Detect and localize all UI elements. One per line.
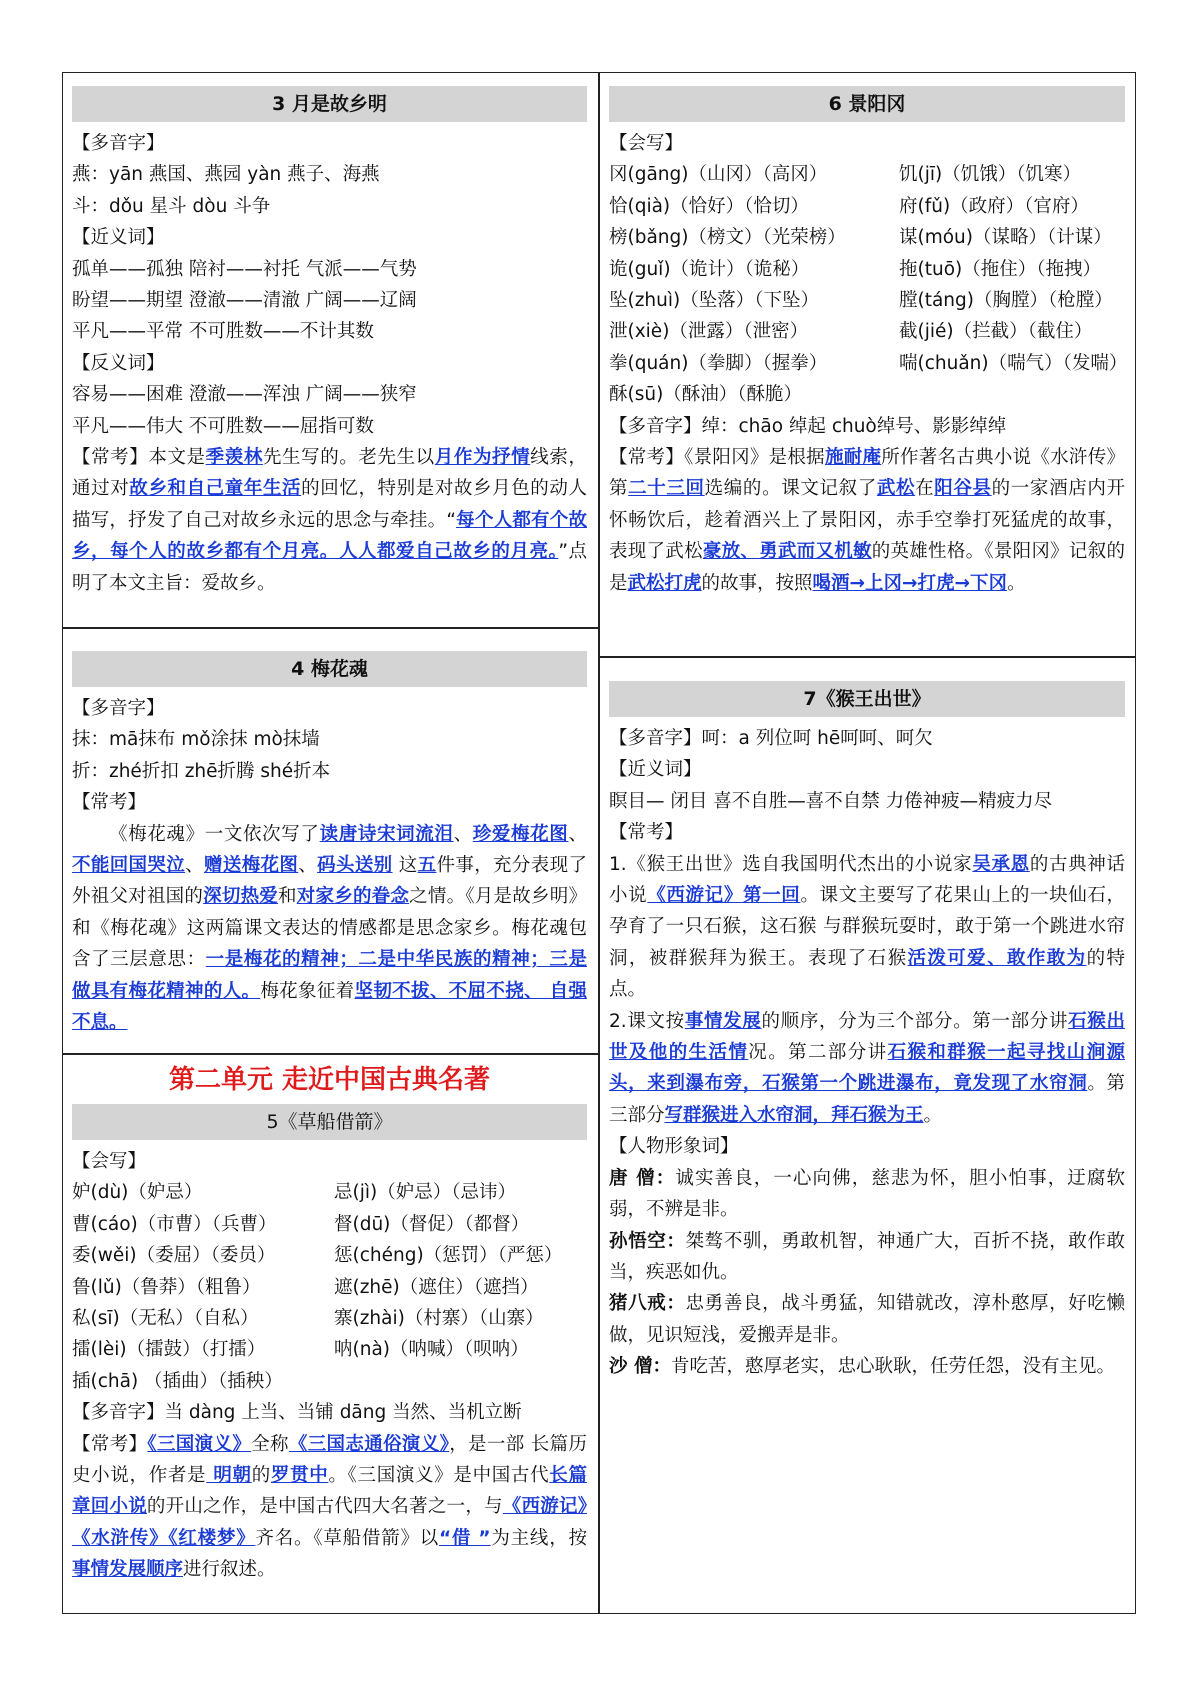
lesson-4-lines (72, 693, 587, 819)
key-point: 深切热爱 (203, 886, 279, 908)
key-point: “借 ” (439, 1527, 491, 1549)
lesson-6-duoyinzi: 【多音字】绰：chāo 绰起 chuò绰号、影影绰绰 (609, 415, 1007, 437)
column-divider (598, 72, 600, 1614)
character-name: 猪八戒： (609, 1293, 686, 1315)
huixie-item: 恰(qià)（恰好）（恰切） (609, 195, 809, 217)
key-point: 每个人都有个故乡，每个人的故乡都有个月亮。人人都爱自己故乡的月亮。 (72, 509, 587, 563)
character-entry (609, 1351, 1125, 1382)
text-segment: 【常考】《景阳冈》是根据 (609, 447, 825, 469)
huixie-item: 呐(nà)（呐喊）（呗呐） (334, 1339, 529, 1361)
huixie-item: 酥(sū)（酥油）（酥脆） (609, 384, 803, 406)
huixie-row (609, 379, 1125, 410)
huixie-item: 曹(cáo)（市曹）（兵曹） (72, 1213, 277, 1235)
lesson-7-characters (609, 1163, 1125, 1383)
lesson-3-line: 平凡——平常 不可胜数——不计其数 (72, 321, 374, 343)
text-segment: 齐名。《草船借箭》以 (255, 1527, 439, 1549)
huixie-row (609, 348, 1128, 379)
key-point: 《三国志通俗演义》 (288, 1433, 450, 1455)
character-traits: 桀骜不驯，勇敢机智，神通广大，百折不挠，敢作敢当，疾恶如仇。 (609, 1230, 1125, 1283)
lesson-3-changkao (72, 442, 587, 599)
text-segment: 的顺序，分为三个部分。第一部分讲 (761, 1010, 1069, 1032)
text-segment: 的 (251, 1465, 271, 1487)
lesson-3-line: 【近义词】 (72, 227, 165, 249)
character-name: 孙悟空： (609, 1230, 686, 1252)
lesson-4-line: 抹：mā抹布 mǒ涂抹 mò抹墙 (72, 729, 320, 751)
key-point: 活泼可爱、敢作敢为 (907, 947, 1087, 969)
lesson-5-title: 5《草船借箭》 (72, 1104, 587, 1140)
divider-left-2 (62, 1053, 599, 1055)
key-point: 石猴和群猴一起寻找山涧源头，来到瀑布旁，石猴第一个跳进瀑布，竟发现了水帘洞 (609, 1042, 1125, 1095)
text-segment: 为主线，按 (490, 1527, 587, 1549)
huixie-item: 忌(jì)（妒忌）（忌讳） (334, 1182, 516, 1204)
text-segment: 、 (568, 823, 587, 845)
text-segment: 的回忆，特别是对故乡月色的动人描写，抒发了自己对故乡永远的思念与牵挂。“ (72, 478, 587, 531)
lesson-3-line: 平凡——伟大 不可胜数——屈指可数 (72, 415, 374, 437)
huixie-item: 榜(bǎng)（榜文）（光荣榜） (609, 227, 846, 249)
character-traits: 诚实善良，一心向佛，慈悲为怀，胆小怕事，迂腐软弱，不辨是非。 (609, 1167, 1125, 1221)
huixie-row (72, 1240, 587, 1271)
huixie-row (72, 1366, 587, 1397)
huixie-item: 擂(lèi)（擂鼓）（打擂） (72, 1339, 266, 1361)
text-segment: 、 (298, 855, 318, 877)
key-point: 故乡和自己童年生活 (129, 478, 302, 500)
lesson-7-title: 7《猴王出世》 (609, 681, 1125, 717)
text-segment: 1.《猴王出世》选自我国明代杰出的小说家 (609, 853, 973, 875)
key-point: 吴承恩 (972, 853, 1030, 875)
huixie-item: 冈(gāng)（山冈）（高冈） (609, 164, 828, 186)
text-segment: 【常考】本文是 (72, 447, 206, 469)
key-point: 季羡林 (205, 447, 263, 469)
key-point: 施耐庵 (824, 447, 882, 469)
key-point: 码头送别 (317, 855, 393, 877)
divider-right-1 (598, 656, 1136, 658)
lesson-5-duoyinzi: 【多音字】当 dàng 上当、当铺 dāng 当然、当机立断 (72, 1402, 522, 1424)
key-point: 赠送梅花图 (203, 855, 299, 877)
text-segment: 之情。《月是故乡明》和《梅花魂》这两篇课文表达的情感都是思念家乡。梅花魂包含了三层意思： (72, 886, 587, 971)
lesson-3-title: 3 月是故乡明 (72, 86, 587, 122)
character-traits: 忠勇善良，战斗勇猛，知错就改，淳朴憨厚，好吃懒做，见识短浅，爱搬弄是非。 (609, 1293, 1125, 1346)
huixie-item: 府(fǔ)（政府）（官府） (899, 195, 1089, 217)
lesson-3-line: 孤单——孤独 陪衬——衬托 气派——气势 (72, 258, 417, 280)
text-segment: 和 (278, 886, 297, 908)
huixie-row (609, 222, 1125, 253)
text-segment: 的古典神话小说 (609, 853, 1125, 907)
huixie-item: 诡(guǐ)（诡计）（诡秘） (609, 258, 810, 280)
key-point: 五 (417, 855, 437, 877)
lesson-5-huixie-rows (72, 1177, 587, 1397)
lesson-7-line: 【常考】 (609, 822, 684, 844)
lesson-7-renwu-label: 【人物形象词】 (609, 1136, 739, 1158)
text-segment: 选编的。课文记叙了 (704, 478, 877, 500)
lesson-3-line: 盼望——期望 澄澈——清澈 广阔——辽阔 (72, 290, 417, 312)
lesson-5-changkao (72, 1429, 587, 1586)
text-segment: 。 (1007, 572, 1026, 594)
key-point: 石猴出世及他的生活情 (609, 1010, 1125, 1064)
text-segment: 。《三国演义》是中国古代 (328, 1465, 550, 1487)
divider-left-1 (62, 627, 599, 629)
key-point: 《西游记》第一回 (647, 885, 801, 907)
huixie-item: 委(wěi)（委屈）（委员） (72, 1245, 276, 1267)
unit-2-title: 第二单元 走近中国古典名著 (168, 1065, 491, 1095)
text-segment: 件事，充分表现了外祖父对祖国的 (72, 855, 587, 908)
key-point: 事情发展 (684, 1010, 762, 1032)
key-point: 罗贯中 (270, 1465, 329, 1487)
huixie-row (609, 316, 1125, 347)
huixie-item: 截(jié)（拦截）（截住） (899, 321, 1093, 343)
huixie-item: 督(dū)（督促）（都督） (334, 1213, 530, 1235)
lesson-4-line: 折：zhé折扣 zhē折腾 shé折本 (72, 760, 331, 782)
text-segment: 的故事，按照 (701, 572, 813, 594)
key-point: 读唐诗宋词流泪 (319, 823, 454, 845)
huixie-item: 妒(dù)（妒忌） (72, 1182, 203, 1204)
huixie-item: 膛(táng)（胸膛）（枪膛） (899, 290, 1113, 312)
lesson-3-line: 斗：dǒu 星斗 dòu 斗争 (72, 195, 271, 217)
key-point: 二十三回 (628, 478, 705, 500)
lesson-4-section (72, 651, 587, 1038)
text-segment: 、 (185, 855, 204, 877)
key-point: 事情发展顺序 (72, 1559, 184, 1581)
lesson-5-huixie-label: 【会写】 (72, 1151, 147, 1172)
character-traits: 肯吃苦，憨厚老实，忠心耿耿，任劳任怨，没有主见。 (670, 1356, 1115, 1378)
text-segment: 全称 (251, 1433, 289, 1455)
huixie-row (72, 1272, 587, 1303)
huixie-row (72, 1209, 587, 1240)
lesson-3-line: 容易——困难 澄澈——浑浊 广阔——狭窄 (72, 384, 417, 406)
key-point: 一是梅花的精神；二是中华民族的精神；三是做具有梅花精神的人。 (72, 949, 587, 1002)
lesson-7-line: 【多音字】呵：a 列位呵 hē呵呵、呵欠 (609, 728, 933, 749)
huixie-row (609, 159, 1125, 190)
lesson-6-huixie-rows (609, 159, 1128, 410)
huixie-row (609, 191, 1125, 222)
lesson-7-changkao-2 (609, 1006, 1125, 1132)
lesson-7-line: 【近义词】 (609, 759, 702, 781)
key-point: 《三国演义》 (147, 1433, 252, 1455)
huixie-row (609, 285, 1125, 316)
lesson-4-changkao (72, 819, 587, 1039)
text-segment: 梅花象征着 (260, 980, 355, 1002)
key-point: 写群猴进入水帘洞，拜石猴为王 (664, 1104, 924, 1126)
huixie-item: 插(chā) （插曲）（插秧） (72, 1370, 283, 1392)
text-segment: 【常考】 (72, 1433, 148, 1455)
text-segment: 的英雄性格。《景阳冈》记叙的是 (609, 541, 1125, 594)
character-name: 唐 僧： (609, 1167, 676, 1189)
key-point: 珍爱梅花图 (472, 823, 569, 845)
lesson-4-title: 4 梅花魂 (72, 651, 587, 687)
key-point: 不能回国哭泣 (72, 855, 186, 877)
character-entry (609, 1163, 1125, 1226)
lesson-7-changkao-1 (609, 849, 1125, 1006)
huixie-item: 饥(jī)（饥饿）（饥寒） (899, 164, 1081, 186)
lesson-6-title: 6 景阳冈 (609, 86, 1125, 122)
lesson-3-line: 【反义词】 (72, 352, 165, 374)
lesson-4-line: 【多音字】 (72, 698, 165, 719)
huixie-item: 喘(chuǎn)（喘气）（发喘） (899, 352, 1128, 374)
huixie-item: 私(sī)（无私）（自私） (72, 1308, 259, 1330)
text-segment: 。 (923, 1104, 943, 1126)
key-point: 月作为抒情 (434, 447, 531, 469)
huixie-item: 坠(zhuì)（坠落）（下坠） (609, 290, 819, 312)
text-segment: 。第三部分 (609, 1073, 1125, 1126)
lesson-5-section (72, 1056, 587, 1586)
text-segment: 的一家酒店内开怀畅饮后，趁着酒兴上了景阳冈，赤手空拳打死猛虎的故事，表现了武松 (609, 478, 1125, 563)
key-point: 阳谷县 (934, 478, 992, 500)
huixie-item: 拳(quán)（拳脚）（握拳） (609, 352, 828, 374)
lesson-7-lines (609, 723, 1125, 849)
huixie-row (72, 1303, 587, 1334)
huixie-item: 鲁(lǔ)（鲁莽）（粗鲁） (72, 1276, 261, 1298)
huixie-row (72, 1334, 587, 1365)
huixie-item: 泄(xiè)（泄露）（泄密） (609, 321, 809, 343)
lesson-6-huixie-label: 【会写】 (609, 133, 684, 154)
text-segment: 线索，通过对 (72, 447, 587, 500)
key-point: 《西游记》《水浒传》《红楼梦》 (72, 1496, 587, 1549)
key-point: 武松打虎 (627, 572, 702, 594)
lesson-3-section (72, 86, 587, 599)
text-segment: 2.课文按 (609, 1010, 685, 1032)
text-segment: 况。第二部分讲 (748, 1042, 888, 1064)
character-name: 沙 僧： (609, 1356, 671, 1378)
key-point: 长篇章回小说 (72, 1465, 587, 1518)
text-segment: 这 (392, 855, 418, 877)
text-segment: 的开山之作，是中国古代四大名著之一，与 (146, 1496, 503, 1518)
huixie-row (72, 1177, 587, 1208)
huixie-item: 遮(zhē)（遮住）（遮挡） (334, 1276, 539, 1298)
lesson-7-section (609, 681, 1125, 1383)
character-entry (609, 1226, 1125, 1289)
lesson-6-changkao (609, 442, 1125, 599)
huixie-row (609, 254, 1125, 285)
lesson-4-line: 【常考】 (72, 792, 147, 814)
character-entry (609, 1288, 1125, 1351)
text-segment: 。课文主要写了花果山上的一块仙石，孕育了一只石猴，这石猴 与群猴玩耍时，敢于第一个跳进水帘洞，被群猴拜为猴王。表现了石猴 (609, 885, 1125, 969)
key-point: 明朝 (206, 1465, 252, 1487)
huixie-item: 惩(chéng)（惩罚）（严惩） (334, 1245, 563, 1267)
text-segment: 的特点。 (609, 947, 1125, 1001)
lesson-7-line: 瞑目— 闭目 喜不自胜—喜不自禁 力倦神疲—精疲力尽 (609, 790, 1053, 812)
huixie-item: 拖(tuō)（拖住）（拖拽） (899, 258, 1101, 280)
key-point: 豪放、勇武而又机敏 (702, 541, 872, 563)
key-point: 坚韧不拔、不屈不挠、 自强不息。 (72, 980, 587, 1034)
lesson-3-line: 【多音字】 (72, 133, 165, 154)
text-segment: 先生写的。老先生以 (262, 447, 435, 469)
text-segment: 所作著名古典小说《水浒传》第 (609, 447, 1125, 500)
text-segment: 《梅花魂》一文依次写了 (109, 823, 320, 845)
lesson-3-lines (72, 128, 587, 442)
text-segment: 、 (453, 823, 473, 845)
text-segment: 进行叙述。 (183, 1559, 276, 1581)
text-segment: ，是一部 长篇历史小说，作者是 (72, 1433, 587, 1487)
huixie-item: 寨(zhài)（村寨）（山寨） (334, 1308, 544, 1330)
text-segment: ”点明了本文主旨：爱故乡。 (72, 541, 587, 594)
key-point: 对家乡的眷念 (296, 886, 410, 908)
text-segment: 在 (915, 478, 935, 500)
key-point: 喝酒→上冈→打虎→下冈 (812, 572, 1008, 594)
lesson-6-section (609, 86, 1128, 599)
lesson-3-line: 燕：yān 燕国、燕园 yàn 燕子、海燕 (72, 164, 380, 186)
huixie-item: 谋(móu)（谋略）（计谋） (899, 227, 1112, 249)
key-point: 武松 (876, 478, 916, 500)
